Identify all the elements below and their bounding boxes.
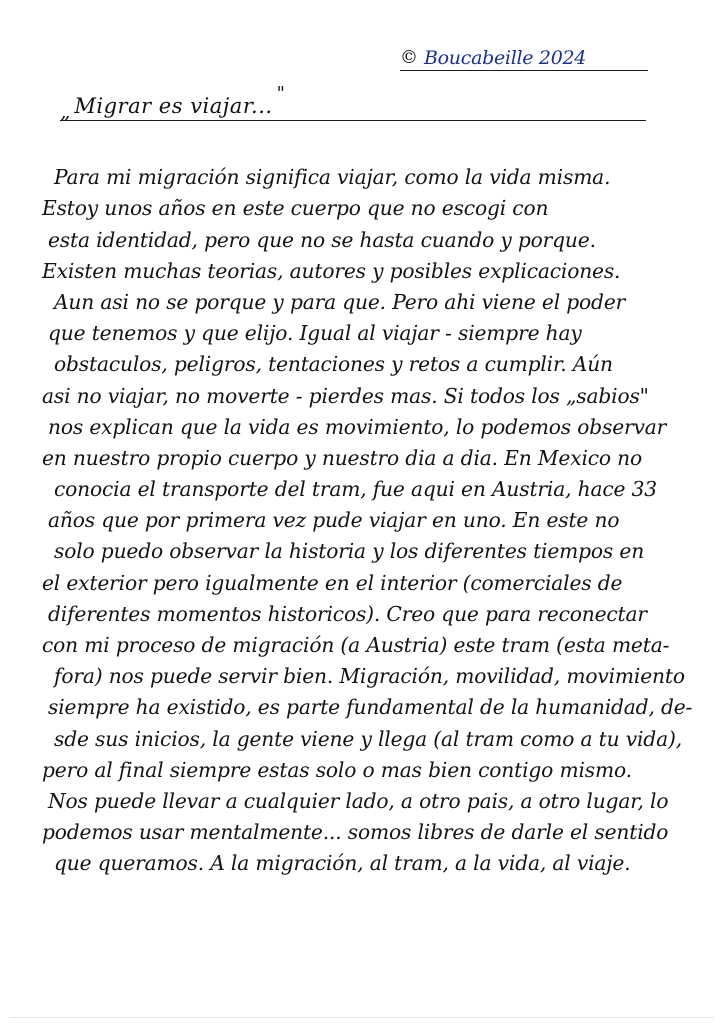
title-text: Migrar es viajar... xyxy=(74,94,273,118)
title-close-quote: " xyxy=(276,83,285,104)
text-line: con mi proceso de migración (a Austria) este tram (esta meta- xyxy=(42,633,670,657)
essay-body xyxy=(34,159,704,876)
text-line: Estoy unos años en este cuerpo que no escogi con xyxy=(42,196,549,221)
text-line: podemos usar mentalmente... somos libres de darle el sentido xyxy=(42,820,669,845)
text-line: años que por primera vez pude viajar en uno. En este no xyxy=(48,508,620,533)
text-line: siempre ha existido, es parte fundamental de la humanidad, de- xyxy=(48,695,693,720)
text-line: que queramos. A la migración, al tram, a la vida, al viaje. xyxy=(54,851,631,876)
text-line: en nuestro propio cuerpo y nuestro dia a dia. En Mexico no xyxy=(42,445,643,470)
text-line: el exterior pero igualmente en el interior (comerciales de xyxy=(42,570,623,595)
copyright-line xyxy=(400,42,648,71)
copyright-symbol: © xyxy=(400,47,418,68)
text-line: Existen muchas teorias, autores y posibles explicaciones. xyxy=(42,258,621,283)
text-line: Aun asi no se porque y para que. Pero ahi viene el poder xyxy=(54,289,626,314)
text-line: que tenemos y que elijo. Igual al viajar - siempre hay xyxy=(48,321,582,346)
text-line: asi no viajar, no moverte - pierdes mas. Si todos los „sabios" xyxy=(42,383,649,408)
text-line: fora) nos puede servir bien. Migración, movilidad, movimiento xyxy=(54,664,685,689)
page-bottom-edge xyxy=(10,1017,714,1018)
text-line: sde sus inicios, la gente viene y llega (al tram como a tu vida), xyxy=(54,726,682,751)
text-line: nos explican que la vida es movimiento, lo podemos observar xyxy=(48,414,667,439)
text-line: solo puedo observar la historia y los diferentes tiempos en xyxy=(54,539,645,564)
text-line: diferentes momentos historicos). Creo que para reconectar xyxy=(48,601,647,626)
text-line: pero al final siempre estas solo o mas bien contigo mismo. xyxy=(42,757,632,782)
text-line: Nos puede llevar a cualquier lado, a otro pais, a otro lugar, lo xyxy=(48,788,669,813)
page-title xyxy=(60,83,646,123)
copyright-author: Boucabeille 2024 xyxy=(424,47,587,69)
text-line: conocia el transporte del tram, fue aqui en Austria, hace 33 xyxy=(54,477,657,502)
title-open-quote: „ xyxy=(60,99,71,123)
text-line: obstaculos, peligros, tentaciones y retos a cumplir. Aún xyxy=(54,352,613,377)
text-line: Para mi migración significa viajar, como la vida misma. xyxy=(54,165,611,190)
text-line: esta identidad, pero que no se hasta cuando y porque. xyxy=(48,227,596,252)
